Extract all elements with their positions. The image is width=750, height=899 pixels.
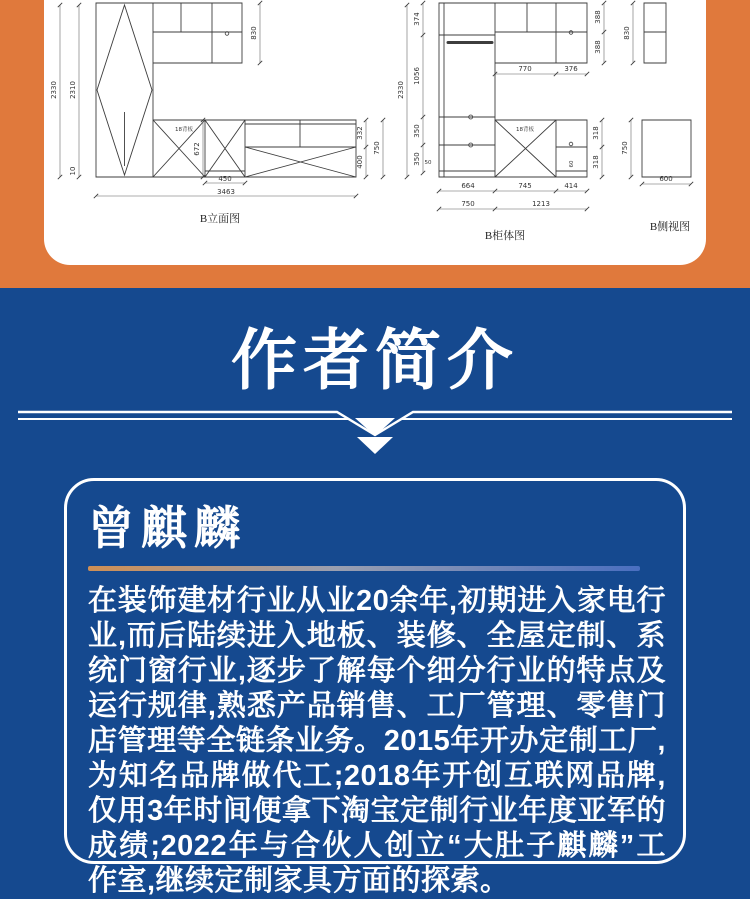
dimension-label: 664 bbox=[461, 182, 475, 190]
orange-background-band bbox=[0, 0, 750, 288]
b-elevation-structure bbox=[96, 3, 356, 177]
dimension-label: 332 bbox=[356, 126, 364, 140]
dimension-lines bbox=[60, 3, 691, 209]
dimension-label: 2330 bbox=[50, 81, 58, 99]
dimension-label: 750 bbox=[461, 200, 475, 208]
dimension-label: 414 bbox=[564, 182, 578, 190]
dimension-label: 318 bbox=[592, 126, 600, 140]
cabinet-cad-drawing bbox=[44, 0, 706, 265]
b-cabinet-structure bbox=[439, 3, 691, 177]
dimension-label: 600 bbox=[659, 175, 673, 183]
dimension-label: 2330 bbox=[397, 81, 405, 99]
view-caption-elevation: B立面图 bbox=[199, 213, 241, 225]
dimension-label: 18背板 bbox=[175, 127, 193, 133]
view-caption-cabinet: B柜体图 bbox=[484, 230, 526, 242]
chevron-down-icon bbox=[357, 437, 393, 454]
dimension-label: 830 bbox=[623, 26, 631, 40]
dimension-label: 1056 bbox=[413, 67, 421, 85]
knob bbox=[569, 31, 573, 35]
view-caption-side: B侧视图 bbox=[649, 221, 691, 233]
name-divider bbox=[88, 566, 640, 571]
dimension-label: 770 bbox=[518, 65, 532, 73]
dimension-label: 750 bbox=[621, 141, 629, 155]
dimension-label: 60 bbox=[569, 160, 575, 168]
dimension-label: 318 bbox=[592, 155, 600, 169]
section-title: 作者简介 bbox=[231, 323, 519, 397]
dimension-label: 450 bbox=[218, 175, 232, 183]
title-ornament bbox=[0, 405, 750, 460]
dimension-label: 388 bbox=[594, 40, 602, 54]
dimension-label: 388 bbox=[594, 10, 602, 24]
dimension-label: 10 bbox=[69, 166, 77, 176]
dimension-label: 350 bbox=[413, 152, 421, 166]
dimension-label: 830 bbox=[250, 26, 258, 40]
dimension-label: 350 bbox=[413, 124, 421, 138]
dimension-label: 745 bbox=[518, 182, 532, 190]
author-bio: 在装饰建材行业从业20余年,初期进入家电行业,而后陆续进入地板、装修、全屋定制、系统门窗行业,逐步了解每个细分行业的特点及运行规律,熟悉产品销售、工厂管理、零售门店管理等全链条业务。2015年开办定制工厂,为知名品牌做代工;2018年开创互联网品牌,仅用3年时间便拿下淘宝定制行业年度亚军的成绩;2022年与合伙人创立“大肚子麒麟”工作室,继续定制家具方面的探索。 bbox=[88, 585, 666, 897]
dimension-label: 50 bbox=[424, 160, 432, 166]
knob bbox=[569, 142, 573, 146]
dimension-label: 400 bbox=[356, 155, 364, 169]
dimension-label: 18背板 bbox=[516, 127, 534, 133]
author-name: 曾麒麟 bbox=[88, 502, 247, 554]
dimension-label: 750 bbox=[373, 141, 381, 155]
dimension-label: 374 bbox=[413, 12, 421, 26]
dimension-labels-group bbox=[50, 10, 673, 208]
dimension-label: 376 bbox=[564, 65, 578, 73]
technical-drawing-panel bbox=[44, 0, 706, 265]
author-card bbox=[64, 478, 686, 897]
dimension-label: 672 bbox=[193, 142, 201, 156]
dimension-label: 3463 bbox=[217, 188, 235, 196]
dimension-label: 1213 bbox=[532, 200, 550, 208]
dimension-label: 2310 bbox=[69, 81, 77, 99]
